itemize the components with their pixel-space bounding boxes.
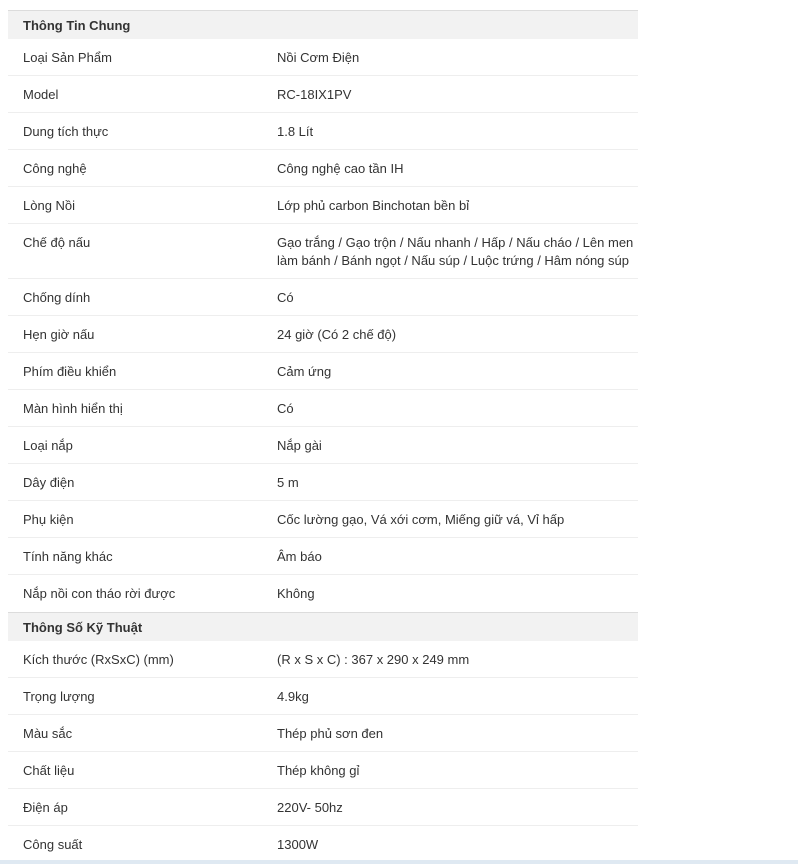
table-row <box>8 113 638 150</box>
spec-value: 4.9kg <box>277 689 309 704</box>
table-row <box>8 575 638 612</box>
spec-value: Có <box>277 290 294 305</box>
spec-table <box>8 10 638 863</box>
table-row <box>8 752 638 789</box>
table-row <box>8 427 638 464</box>
spec-label: Chống dính <box>23 290 91 305</box>
spec-value: Thép phủ sơn đen <box>277 726 384 741</box>
spec-value: Không <box>277 586 315 601</box>
spec-label: Màn hình hiển thị <box>23 401 123 416</box>
table-row <box>8 501 638 538</box>
table-row <box>8 464 638 501</box>
table-row <box>8 538 638 575</box>
spec-label: Chế độ nấu <box>23 235 91 250</box>
spec-label: Hẹn giờ nấu <box>23 327 95 342</box>
spec-label: Công nghệ <box>23 161 87 176</box>
table-row <box>8 390 638 427</box>
section-header-specs: Thông Số Kỹ Thuật <box>8 612 638 641</box>
table-row <box>8 76 638 113</box>
spec-value: 24 giờ (Có 2 chế độ) <box>277 327 397 342</box>
spec-value: Nồi Cơm Điện <box>277 50 360 65</box>
spec-value-line: Gạo trắng / Gạo trộn / Nấu nhanh / Hấp / Nấu cháo / Lên men <box>277 235 634 250</box>
spec-label: Điện áp <box>23 800 68 815</box>
spec-value: 220V- 50hz <box>277 800 343 815</box>
spec-label: Dung tích thực <box>23 124 109 139</box>
spec-label: Nắp nồi con tháo rời được <box>23 586 176 601</box>
spec-value: Lớp phủ carbon Binchotan bền bỉ <box>277 198 470 213</box>
spec-value-line: làm bánh / Bánh ngọt / Nấu súp / Luộc trứng / Hâm nóng súp <box>277 253 629 268</box>
spec-value: RC-18IX1PV <box>277 87 352 102</box>
spec-label: Công suất <box>23 837 83 852</box>
spec-value: Có <box>277 401 294 416</box>
spec-value: Cốc lường gạo, Vá xới cơm, Miếng giữ vá, Vỉ hấp <box>277 512 565 527</box>
spec-label: Model <box>23 87 59 102</box>
spec-label: Trọng lượng <box>23 689 95 704</box>
spec-value: Nắp gài <box>277 438 322 453</box>
spec-label: Màu sắc <box>23 726 73 741</box>
spec-label: Kích thước (RxSxC) (mm) <box>23 652 174 667</box>
table-row <box>8 678 638 715</box>
table-row <box>8 715 638 752</box>
spec-label: Phụ kiện <box>23 512 74 527</box>
section-header-general: Thông Tin Chung <box>8 10 638 39</box>
spec-value: 5 m <box>277 475 299 490</box>
spec-label: Dây điện <box>23 475 75 490</box>
table-row <box>8 187 638 224</box>
spec-label: Phím điều khiển <box>23 364 117 379</box>
spec-value: Công nghệ cao tần IH <box>277 161 404 176</box>
table-row <box>8 224 638 279</box>
spec-label: Lòng Nồi <box>23 198 76 213</box>
spec-value: (R x S x C) : 367 x 290 x 249 mm <box>277 652 470 667</box>
spec-label: Chất liệu <box>23 763 75 778</box>
table-row <box>8 150 638 187</box>
bottom-divider <box>0 860 798 864</box>
spec-value: Âm báo <box>277 549 322 564</box>
spec-label: Loại Sản Phẩm <box>23 50 112 65</box>
table-row <box>8 641 638 678</box>
table-row <box>8 279 638 316</box>
table-row <box>8 826 638 863</box>
table-row <box>8 39 638 76</box>
spec-label: Loại nắp <box>23 438 73 453</box>
spec-value: Cảm ứng <box>277 364 332 379</box>
table-row <box>8 316 638 353</box>
spec-label: Tính năng khác <box>23 549 113 564</box>
table-row <box>8 789 638 826</box>
spec-value-multiline <box>277 234 638 278</box>
spec-value: 1300W <box>277 837 319 852</box>
spec-value: Thép không gỉ <box>277 763 360 778</box>
table-row <box>8 353 638 390</box>
spec-value: 1.8 Lít <box>277 124 314 139</box>
